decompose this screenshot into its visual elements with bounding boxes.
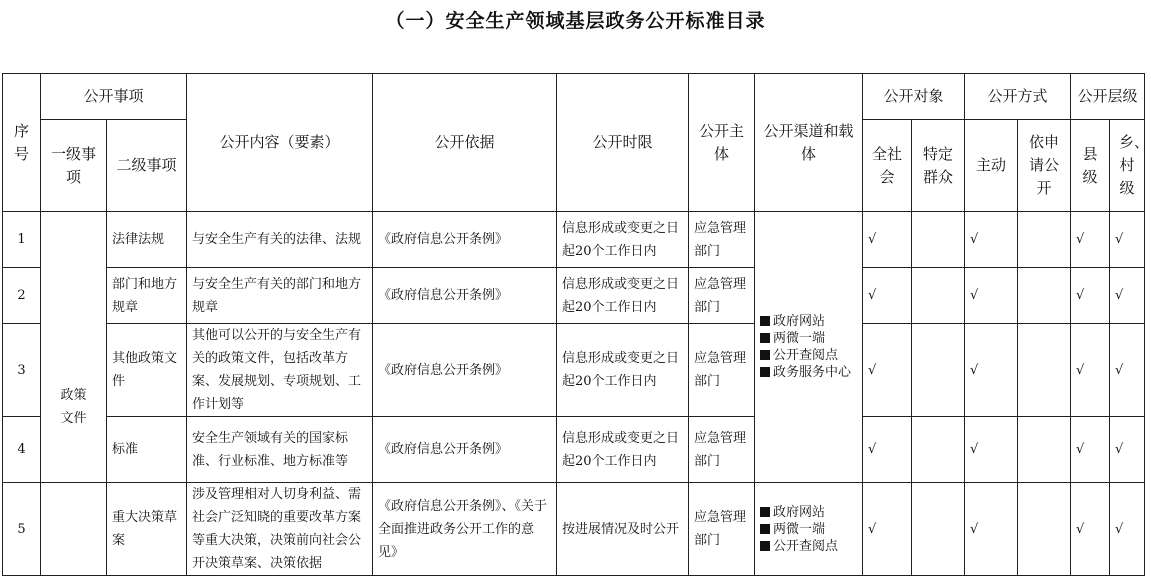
header-method: 公开方式 <box>965 74 1071 120</box>
check-level-county: √ <box>1071 212 1110 268</box>
row-level2: 标准 <box>107 417 187 483</box>
header-target-specific: 特定群众 <box>912 120 965 212</box>
square-bullet-icon <box>760 367 770 377</box>
row-subject: 应急管理部门 <box>689 212 755 268</box>
header-level2: 二级事项 <box>107 120 187 212</box>
check-method-apply <box>1018 324 1071 417</box>
row-seq: 2 <box>3 268 41 324</box>
channel-item: 政务服务中心 <box>760 364 857 381</box>
row-time-limit: 按进展情况及时公开 <box>557 483 689 576</box>
header-seq: 序号 <box>3 74 41 212</box>
channel-cell-group2 <box>755 483 863 576</box>
row-subject: 应急管理部门 <box>689 417 755 483</box>
check-target-specific <box>912 483 965 576</box>
header-subject: 公开主体 <box>689 74 755 212</box>
check-target-all: √ <box>863 212 912 268</box>
row-basis: 《政府信息公开条例》 <box>373 417 557 483</box>
check-target-all: √ <box>863 324 912 417</box>
check-method-active: √ <box>965 268 1018 324</box>
check-level-town: √ <box>1110 268 1145 324</box>
header-level1: 一级事项 <box>41 120 107 212</box>
table-row <box>3 212 1145 268</box>
header-row-1 <box>3 74 1145 120</box>
row-time-limit: 信息形成或变更之日起20个工作日内 <box>557 212 689 268</box>
row-level2: 其他政策文件 <box>107 324 187 417</box>
row-content: 与安全生产有关的部门和地方规章 <box>187 268 373 324</box>
page-title: （一）安全生产领域基层政务公开标准目录 <box>385 10 766 32</box>
check-method-active: √ <box>965 324 1018 417</box>
check-level-town: √ <box>1110 324 1145 417</box>
header-content: 公开内容（要素） <box>187 74 373 212</box>
header-target-all: 全社会 <box>863 120 912 212</box>
row-level2: 部门和地方规章 <box>107 268 187 324</box>
row-time-limit: 信息形成或变更之日起20个工作日内 <box>557 268 689 324</box>
header-level-town: 乡、村级 <box>1110 120 1145 212</box>
header-method-apply: 依申请公开 <box>1018 120 1071 212</box>
header-target: 公开对象 <box>863 74 965 120</box>
row-basis: 《政府信息公开条例》 <box>373 268 557 324</box>
square-bullet-icon <box>760 507 770 517</box>
header-matter: 公开事项 <box>41 74 187 120</box>
table-row <box>3 268 1145 324</box>
row-level2: 法律法规 <box>107 212 187 268</box>
check-method-active: √ <box>965 417 1018 483</box>
standard-catalog-table <box>2 73 1150 576</box>
check-level-county: √ <box>1071 324 1110 417</box>
row-seq: 4 <box>3 417 41 483</box>
header-channel: 公开渠道和载体 <box>755 74 863 212</box>
check-level-town: √ <box>1110 483 1145 576</box>
row-level2: 重大决策草案 <box>107 483 187 576</box>
header-level: 公开层级 <box>1071 74 1145 120</box>
row-content: 涉及管理相对人切身利益、需社会广泛知晓的重要改革方案等重大决策，决策前向社会公开决策草案、决策依据 <box>187 483 373 576</box>
check-target-specific <box>912 212 965 268</box>
channel-item: 政府网站 <box>760 313 857 330</box>
check-target-all: √ <box>863 417 912 483</box>
row-time-limit: 信息形成或变更之日起20个工作日内 <box>557 324 689 417</box>
row-basis: 《政府信息公开条例》 <box>373 212 557 268</box>
square-bullet-icon <box>760 316 770 326</box>
channel-item: 两微一端 <box>760 330 857 347</box>
check-target-all: √ <box>863 483 912 576</box>
square-bullet-icon <box>760 541 770 551</box>
header-basis: 公开依据 <box>373 74 557 212</box>
header-level-county: 县级 <box>1071 120 1110 212</box>
check-target-specific <box>912 324 965 417</box>
header-method-active: 主动 <box>965 120 1018 212</box>
square-bullet-icon <box>760 350 770 360</box>
check-method-apply <box>1018 417 1071 483</box>
row-content: 与安全生产有关的法律、法规 <box>187 212 373 268</box>
row-seq: 3 <box>3 324 41 417</box>
check-target-all: √ <box>863 268 912 324</box>
check-target-specific <box>912 268 965 324</box>
row-seq: 5 <box>3 483 41 576</box>
channel-item: 公开查阅点 <box>760 538 857 555</box>
check-method-apply <box>1018 268 1071 324</box>
channel-item: 公开查阅点 <box>760 347 857 364</box>
check-method-active: √ <box>965 212 1018 268</box>
check-method-active: √ <box>965 483 1018 576</box>
check-level-town: √ <box>1110 212 1145 268</box>
channel-item: 两微一端 <box>760 521 857 538</box>
row-time-limit: 信息形成或变更之日起20个工作日内 <box>557 417 689 483</box>
row-subject: 应急管理部门 <box>689 324 755 417</box>
row-content: 其他可以公开的与安全生产有关的政策文件，包括改革方案、发展规划、专项规划、工作计划等 <box>187 324 373 417</box>
check-target-specific <box>912 417 965 483</box>
check-method-apply <box>1018 483 1071 576</box>
table-row <box>3 483 1145 576</box>
table-row <box>3 417 1145 483</box>
square-bullet-icon <box>760 333 770 343</box>
row-basis: 《政府信息公开条例》 <box>373 324 557 417</box>
table-row <box>3 324 1145 417</box>
category-cell-empty <box>41 483 107 576</box>
check-method-apply <box>1018 212 1071 268</box>
row-seq: 1 <box>3 212 41 268</box>
row-subject: 应急管理部门 <box>689 268 755 324</box>
check-level-county: √ <box>1071 417 1110 483</box>
check-level-county: √ <box>1071 268 1110 324</box>
channel-cell-group1 <box>755 212 863 483</box>
header-time-limit: 公开时限 <box>557 74 689 212</box>
square-bullet-icon <box>760 524 770 534</box>
row-subject: 应急管理部门 <box>689 483 755 576</box>
channel-item: 政府网站 <box>760 504 857 521</box>
category-cell: 政策文件 <box>41 212 107 483</box>
row-basis: 《政府信息公开条例》、《关于全面推进政务公开工作的意见》 <box>373 483 557 576</box>
row-content: 安全生产领域有关的国家标准、行业标准、地方标准等 <box>187 417 373 483</box>
check-level-county: √ <box>1071 483 1110 576</box>
check-level-town: √ <box>1110 417 1145 483</box>
